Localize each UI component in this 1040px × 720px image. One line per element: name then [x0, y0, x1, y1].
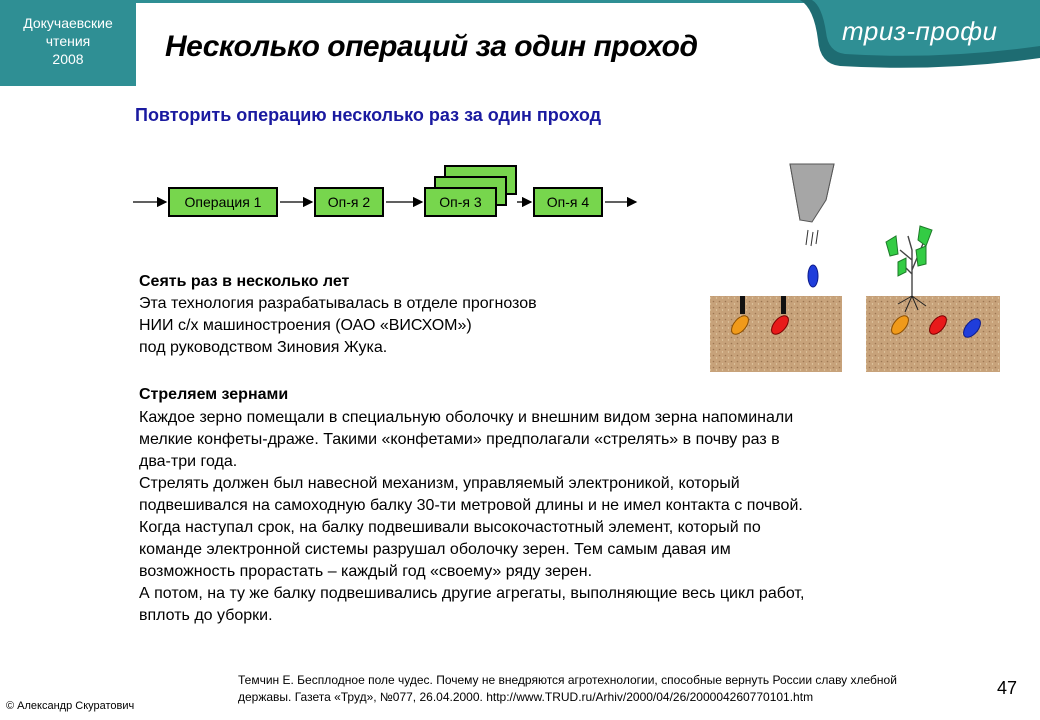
text-line: мелкие конфеты-драже. Такими «конфетами» предполагали «стрелять» в почву раз в — [139, 431, 780, 448]
page-number: 47 — [997, 678, 1018, 698]
seeding-illustration — [700, 150, 1040, 380]
sprout-icon — [886, 226, 932, 296]
event-line-3: 2008 — [52, 51, 84, 67]
text-line: Когда наступал срок, на балку подвешивали высокочастотный элемент, который по — [139, 519, 761, 536]
reference-line-2: державы. Газета «Труд», №077, 26.04.2000. http://www.TRUD.ru/Arhiv/2000/04/26/200004260770101.htm — [238, 690, 814, 704]
operation-box-1: Операция 1 — [168, 187, 278, 217]
logo-text: триз-профи — [842, 16, 998, 46]
text-line: под руководством Зиновия Жука. — [139, 339, 388, 356]
page-title: Несколько операций за один проход — [165, 30, 698, 63]
event-line-1: Докучаевские — [23, 15, 113, 31]
operation-box-3: Оп-я 3 — [424, 187, 497, 217]
slide-subtitle: Повторить операцию несколько раз за один проход — [135, 105, 602, 125]
section-text-sowing — [139, 293, 699, 359]
operation-box-4: Оп-я 4 — [533, 187, 603, 217]
author-credit: © Александр Скуратович — [6, 700, 135, 712]
text-line: два-три года. — [139, 453, 238, 470]
text-line: вплоть до уборки. — [139, 607, 273, 624]
reference-line-1: Темчин Е. Бесплодное поле чудес. Почему не внедряются агротехнологии, способные вернуть России славу хлебной — [238, 673, 897, 687]
text-line: подвешивался на самоходную балку 30-ти метровой длины и не имел контакта с почвой. — [139, 497, 803, 514]
falling-seed-icon — [808, 265, 818, 287]
text-line: команде электронной системы разрушал оболочку зерен. Тем самым давая им — [139, 541, 731, 558]
text-line: Эта технология разрабатывалась в отделе прогнозов — [139, 295, 537, 312]
text-line: НИИ с/х машиностроения (ОАО «ВИСХОМ») — [139, 317, 472, 334]
operation-box-2: Оп-я 2 — [314, 187, 384, 217]
text-line: Стрелять должен был навесной механизм, управляемый электроникой, который — [139, 475, 740, 492]
section-heading-sowing: Сеять раз в несколько лет — [139, 273, 350, 290]
text-line: возможность прорастать – каждый год «своему» ряду зерен. — [139, 563, 593, 580]
event-line-2: чтения — [45, 33, 91, 49]
section-heading-shooting: Стреляем зернами — [139, 386, 289, 403]
reference-note — [238, 672, 978, 706]
section-text-shooting — [139, 407, 989, 627]
text-line: Каждое зерно помещали в специальную оболочку и внешним видом зерна напоминали — [139, 409, 794, 426]
text-line: А потом, на ту же балку подвешивались другие агрегаты, выполняющие весь цикл работ, — [139, 585, 805, 602]
